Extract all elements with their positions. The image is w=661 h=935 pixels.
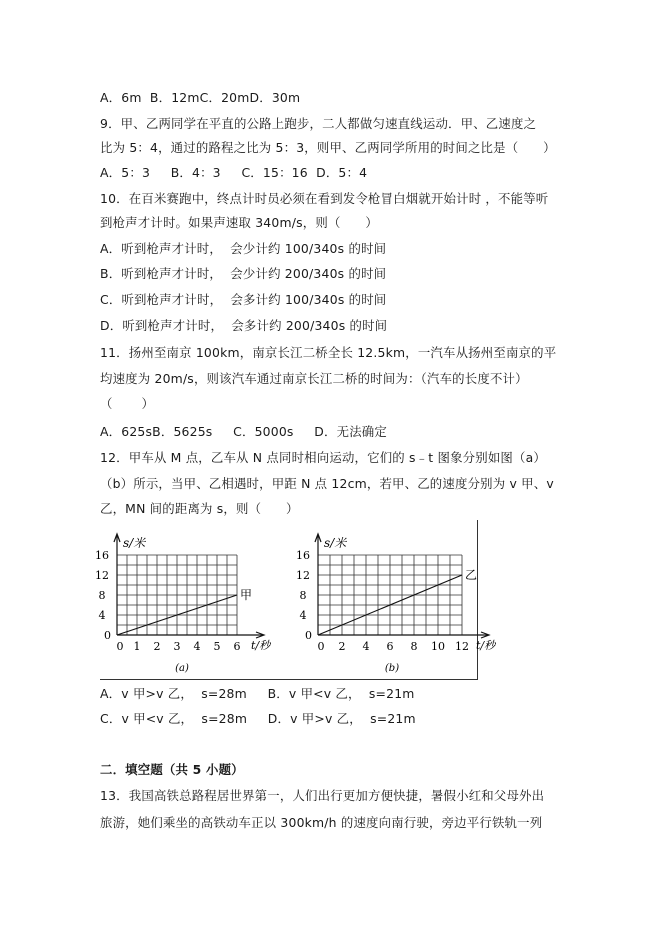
y-axis-label: s/米 <box>324 536 347 550</box>
x-tick-label: 4 <box>362 640 370 653</box>
x-tick-label: 5 <box>213 640 221 653</box>
q13-line2: 旅游，她们乘坐的高铁动车正以 300km/h 的速度向南行驶，旁边平行铁轨一列 <box>100 815 543 830</box>
q10-line2: 到枪声才计时。如果声速取 340m/s，则（ ） <box>100 215 378 230</box>
st-graph-figure <box>95 515 500 685</box>
y-tick-label: 0 <box>104 629 111 642</box>
x-tick-label: 2 <box>338 640 346 653</box>
section-heading: 二．填空题（共 5 小题） <box>100 762 244 777</box>
q10-option-d: D．听到枪声才计时， 会多计约 200/340s 的时间 <box>100 318 388 333</box>
y-tick-label: 4 <box>98 609 106 622</box>
q9-line1: 9．甲、乙两同学在平直的公路上跑步，二人都做匀速直线运动．甲、乙速度之 <box>100 116 537 131</box>
x-tick-label: 10 <box>431 640 445 653</box>
q11-line1: 11．扬州至南京 100km，南京长江二桥全长 12.5km，一汽车从扬州至南京的平 <box>100 345 557 360</box>
q9-options: A．5：3 B．4：3 C．15：16 D．5：4 <box>100 165 368 180</box>
q13-line1: 13．我国高铁总路程居世界第一，人们出行更加方便快捷，暑假小红和父母外出 <box>100 788 545 803</box>
x-tick-label: 0 <box>317 640 325 653</box>
q12-options-cd: C．v 甲<v 乙， s=28m D．v 甲>v 乙， s=21m <box>100 711 416 726</box>
x-tick-label: 2 <box>153 640 161 653</box>
q11-line3: （ ） <box>100 396 155 411</box>
x-axis-label: t/秒 <box>476 639 496 652</box>
y-tick-label: 0 <box>305 629 312 642</box>
q8-options: A．6m B．12mC．20mD．30m <box>100 90 301 105</box>
x-tick-label: 6 <box>386 640 394 653</box>
q10-option-b: B．听到枪声才计时， 会少计约 200/340s 的时间 <box>100 266 387 281</box>
q9-line2: 比为 5：4，通过的路程之比为 5：3，则甲、乙两同学所用的时间之比是（ ） <box>100 140 556 155</box>
x-tick-label: 3 <box>173 640 181 653</box>
q12-line3: 乙，MN 间的距离为 s，则（ ） <box>100 501 299 516</box>
y-tick-label: 4 <box>299 609 307 622</box>
series-label-b: 乙 <box>465 568 478 582</box>
x-tick-label: 0 <box>116 640 124 653</box>
q11-options: A．625sB．5625s C．5000s D．无法确定 <box>100 424 387 439</box>
y-tick-label: 8 <box>98 589 106 602</box>
x-tick-label: 6 <box>233 640 241 653</box>
figure-caption-b: (b) <box>384 663 400 674</box>
series-label-a: 甲 <box>240 588 253 602</box>
q12-line2: （b）所示，当甲、乙相遇时，甲距 N 点 12cm，若甲、乙的速度分别为 v 甲、v <box>100 476 554 491</box>
y-tick-label: 8 <box>299 589 307 602</box>
q11-line2: 均速度为 20m/s，则该汽车通过南京长江二桥的时间为：（汽车的长度不计） <box>100 371 528 386</box>
x-tick-label: 8 <box>410 640 418 653</box>
x-tick-label: 12 <box>455 640 469 653</box>
q10-option-c: C．听到枪声才计时， 会多计约 100/340s 的时间 <box>100 292 387 307</box>
x-tick-label: 4 <box>193 640 201 653</box>
x-tick-label: 1 <box>133 640 141 653</box>
q12-options-ab: A．v 甲>v 乙， s=28m B．v 甲<v 乙， s=21m <box>100 686 415 701</box>
q10-option-a: A．听到枪声才计时， 会少计约 100/340s 的时间 <box>100 241 387 256</box>
y-tick-label: 16 <box>296 549 310 562</box>
y-tick-label: 16 <box>95 549 109 562</box>
y-axis-label: s/米 <box>123 536 146 550</box>
y-tick-label: 12 <box>95 569 109 582</box>
y-tick-label: 12 <box>296 569 310 582</box>
q12-line1: 12．甲车从 M 点，乙车从 N 点同时相向运动，它们的 s﹣t 图象分别如图（a） <box>100 450 546 465</box>
x-axis-label: t/秒 <box>251 639 271 652</box>
q10-line1: 10．在百米赛跑中，终点计时员必须在看到发令枪冒白烟就开始计时 ，不能等听 <box>100 191 549 206</box>
figure-caption-a: (a) <box>175 663 189 674</box>
